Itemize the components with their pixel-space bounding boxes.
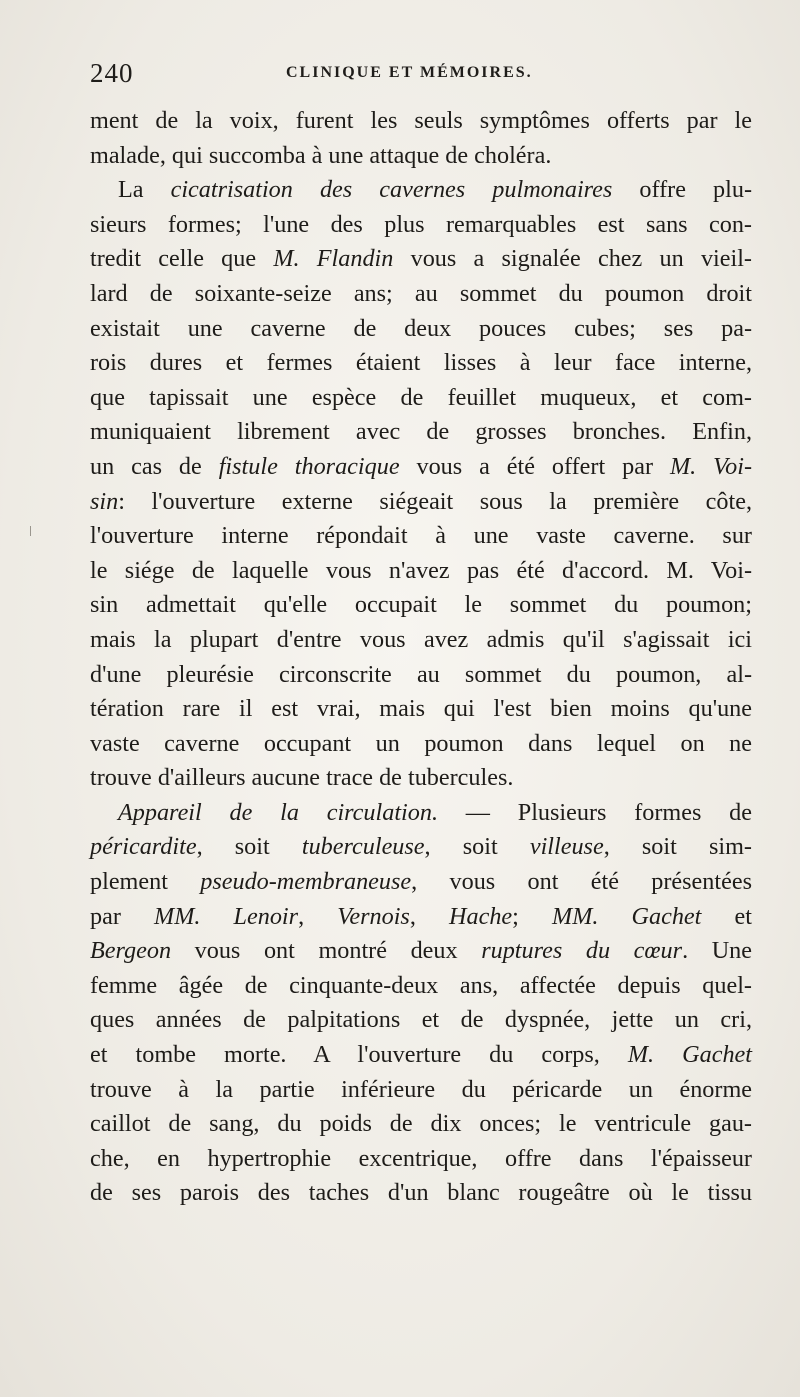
text-line: rois dures et fermes étaient lisses à leur face interne, xyxy=(90,349,752,377)
text-line: Bergeon vous ont montré deux ruptures du cœur. Une xyxy=(90,937,753,965)
margin-mark xyxy=(30,526,31,536)
text-line: trouve d'ailleurs aucune trace de tubercules. xyxy=(90,764,514,792)
text-line: plement pseudo-membraneuse, vous ont été présentées xyxy=(90,868,752,896)
text-line: che, en hypertrophie excentrique, offre dans l'épaisseur xyxy=(90,1144,752,1172)
text-line: femme âgée de cinquante-deux ans, affectée depuis quel- xyxy=(90,971,752,999)
body-text xyxy=(90,104,752,1211)
text-line: d'une pleurésie circonscrite au sommet du poumon, al- xyxy=(90,660,752,688)
text-line: péricardite, soit tuberculeuse, soit villeuse, soit sim- xyxy=(90,833,752,861)
text-line: muniquaient librement avec de grosses bronches. Enfin, xyxy=(90,418,752,446)
running-head: CLINIQUE ET MÉMOIRES. xyxy=(286,64,533,81)
text-line: de ses parois des taches d'un blanc rougeâtre où le tissu xyxy=(90,1179,752,1207)
text-line: par MM. Lenoir, Vernois, Hache; MM. Gachet et xyxy=(90,902,752,930)
text-line: l'ouverture interne répondait à une vaste caverne. sur xyxy=(90,522,752,550)
text-line: La cicatrisation des cavernes pulmonaires offre plu- xyxy=(118,176,752,204)
text-line: existait une caverne de deux pouces cubes; ses pa- xyxy=(90,314,752,342)
text-line: sin: l'ouverture externe siégeait sous la première côte, xyxy=(90,487,752,515)
page-header xyxy=(90,58,750,88)
text-line: tération rare il est vrai, mais qui l'est bien moins qu'une xyxy=(90,695,752,723)
text-line: un cas de fistule thoracique vous a été offert par M. Voi- xyxy=(90,452,753,480)
text-line: ques années de palpitations et de dyspnée, jette un cri, xyxy=(90,1006,752,1034)
text-line: trouve à la partie inférieure du péricarde un énorme xyxy=(90,1075,752,1103)
text-line: et tombe morte. A l'ouverture du corps, M. Gachet xyxy=(90,1041,752,1069)
text-line: le siége de laquelle vous n'avez pas été d'accord. M. Voi- xyxy=(90,556,752,584)
text-line: vaste caverne occupant un poumon dans lequel on ne xyxy=(90,729,752,757)
text-line: Appareil de la circulation. — Plusieurs formes de xyxy=(118,798,752,826)
text-line: tredit celle que M. Flandin vous a signalée chez un vieil- xyxy=(90,245,752,273)
text-line: sieurs formes; l'une des plus remarquables est sans con- xyxy=(90,210,752,238)
text-line: que tapissait une espèce de feuillet muqueux, et com- xyxy=(90,383,752,411)
text-line: sin admettait qu'elle occupait le sommet du poumon; xyxy=(90,591,752,619)
text-line: lard de soixante-seize ans; au sommet du poumon droit xyxy=(90,279,752,307)
page-number: 240 xyxy=(90,58,134,88)
text-line: mais la plupart d'entre vous avez admis qu'il s'agissait ici xyxy=(90,625,752,653)
text-line: caillot de sang, du poids de dix onces; le ventricule gau- xyxy=(90,1110,752,1138)
text-line: ment de la voix, furent les seuls symptômes offerts par le xyxy=(90,107,752,134)
text-line: malade, qui succomba à une attaque de choléra. xyxy=(90,141,552,169)
